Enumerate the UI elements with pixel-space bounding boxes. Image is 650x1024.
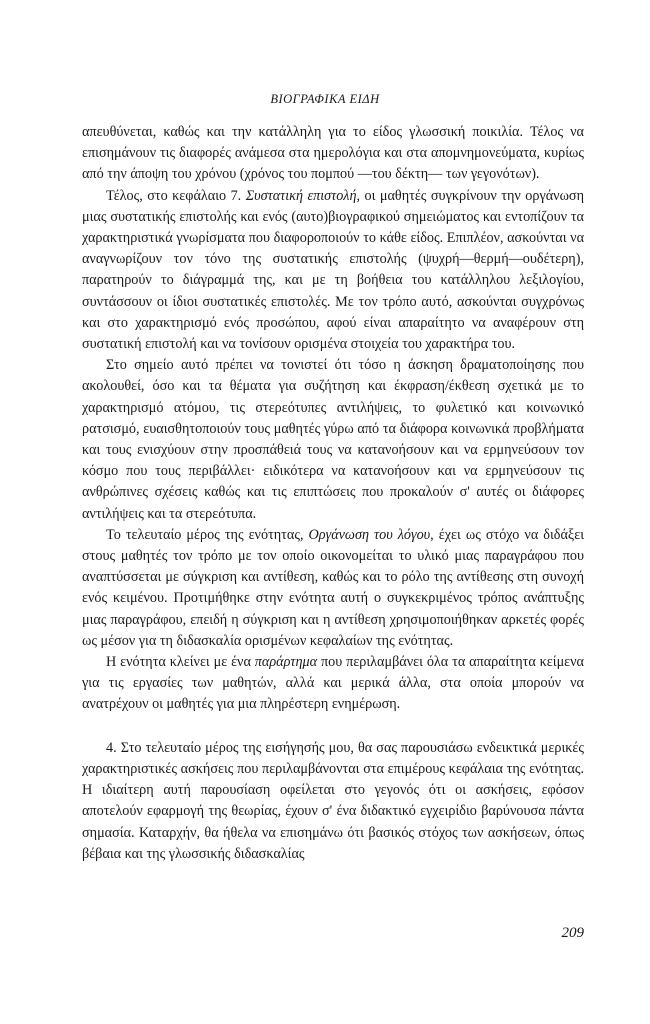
paragraph-role-play: Στο σημείο αυτό πρέπει να τονιστεί ότι τόσο η άσκηση δραματοποίησης που ακολουθεί, όσο και τα θέματα για συζήτηση και έκφραση/έκθεση σχετικά με το χαρακτηρισμό ατόμου, τις στερεότυπες αντιλήψεις, το φυλετικό και κοινωνικό ρατσισμό, ευαισθητοποιούν τους μαθητές γύρω από τα διάφορα κοινωνικά προβλήματα και τους ενισχύουν στην προσπάθειά τους να κατανοήσουν και να ερμηνεύσουν τον κόσμο που τους περιβάλλει· ειδικότερα να κατανοήσουν και να ερμηνεύσουν τις ανθρώπινες σχέσεις καθώς και τις επιπτώσεις που προκαλούν σ' αυτές οι διάφορες αντιλήψεις και τα στερεότυπα. — [82, 357, 584, 522]
section-gap — [82, 716, 584, 738]
paragraph-appendix — [82, 652, 584, 716]
paragraph-continued: απευθύνεται, καθώς και την κατάλληλη για το είδος γλωσσική ποικιλία. Τέλος να επισημάνουν τις διαφορές ανάμεσα στα ημερολόγια και στα απομνημονεύματα, κυρίως από την άποψη του χρόνου (χρόνος του πομπού —του δέκτη— των γεγονότων). — [82, 124, 584, 183]
chapter-title: Οργάνωση του λόγου, — [308, 526, 434, 543]
paragraph-text: Τέλος, στο κεφάλαιο 7. — [106, 187, 242, 204]
paragraph-section-4: 4. Στο τελευταίο μέρος της εισήγησής μου, θα σας παρουσιάσω ενδεικτικά μερικές χαρακτηριστικές ασκήσεις που περιλαμβάνονται στα επιμέρους κεφάλαια της ενότητας. Η ιδιαίτερη αυτή παρουσίαση οφείλεται στο γεγονός ότι οι ασκήσεις, εφόσον αποτελούν εφαρμογή της θεωρίας, έχουν σ' ένα διδακτικό εγχειρίδιο βαρύνουσα πάντα σημασία. Καταρχήν, θα ήθελα να επισημάνω ότι βασικός στόχος των ασκήσεων, όπως βέβαια και της γλωσσικής διδασκαλίας — [82, 739, 584, 862]
paragraph-text: που περιλαμβάνει όλα τα απαραίτητα κείμενα για τις εργασίες των μαθητών, αλλά και μερικά άλλα, στα οποία μπορούν να ανατρέχουν οι μαθητές για μια πληρέστερη ενημέρωση. — [82, 654, 584, 713]
paragraph-text: Το τελευταίο μέρος της ενότητας, — [106, 526, 304, 543]
appendix-term: παράρτημα — [254, 654, 318, 671]
running-header: ΒΙΟΓΡΑΦΙΚΑ ΕΙΔΗ — [270, 92, 380, 106]
paragraph-discourse-organization — [82, 525, 584, 652]
paragraph-chapter-7 — [82, 186, 584, 356]
page-number: 209 — [561, 925, 584, 941]
page-body — [82, 122, 584, 865]
paragraph-text: οι μαθητές συγκρίνουν την οργάνωση μιας συστατικής επιστολής και ενός (αυτο)βιογραφικού σημειώματος και εντοπίζουν τα χαρακτηριστικά γνωρίσματα που διαφοροποιούν το κάθε είδος. Επιπλέον, ασκούνται να αναγνωρίζουν τον τόνο της συστατικής επιστολής (ψυχρή—θερμή—ουδέτερη), παρατηρούν το διάγραμμά της, και με τη βοήθεια του κατάλληλου λεξιλογίου, συντάσσουν οι ίδιοι συστατικές επιστολές. Με τον τρόπο αυτό, ασκούνται συγχρόνως και στο χαρακτηρισμό ενός προσώπου, αφού είναι απαραίτητο να αναφέρουν στη συστατική επιστολή και να τονίσουν ορισμένα στοιχεία του χαρακτήρα του. — [82, 187, 584, 353]
chapter-title: Συστατική επιστολή, — [245, 187, 361, 204]
paragraph-text: Η ενότητα κλείνει με ένα — [106, 654, 251, 671]
paragraph-text: έχει ως στόχο να διδάξει στους μαθητές τον τρόπο με τον οποίο οικονομείται το υλικό μιας παραγράφου που αναπτύσσεται με σύγκριση και αντίθεση, καθώς και το ρόλο της αντίθεσης στη συνοχή ενός κειμένου. Προτιμήθηκε στην ενότητα αυτή ο συγκεκριμένος τρόπος ανάπτυξης μιας παραγράφου, επειδή η σύγκριση και η αντίθεση χρησιμοποιήθηκαν αρκετές φορές ως μέσον για τη διδασκαλία ορισμένων κεφαλαίων της ενότητας. — [82, 526, 585, 649]
